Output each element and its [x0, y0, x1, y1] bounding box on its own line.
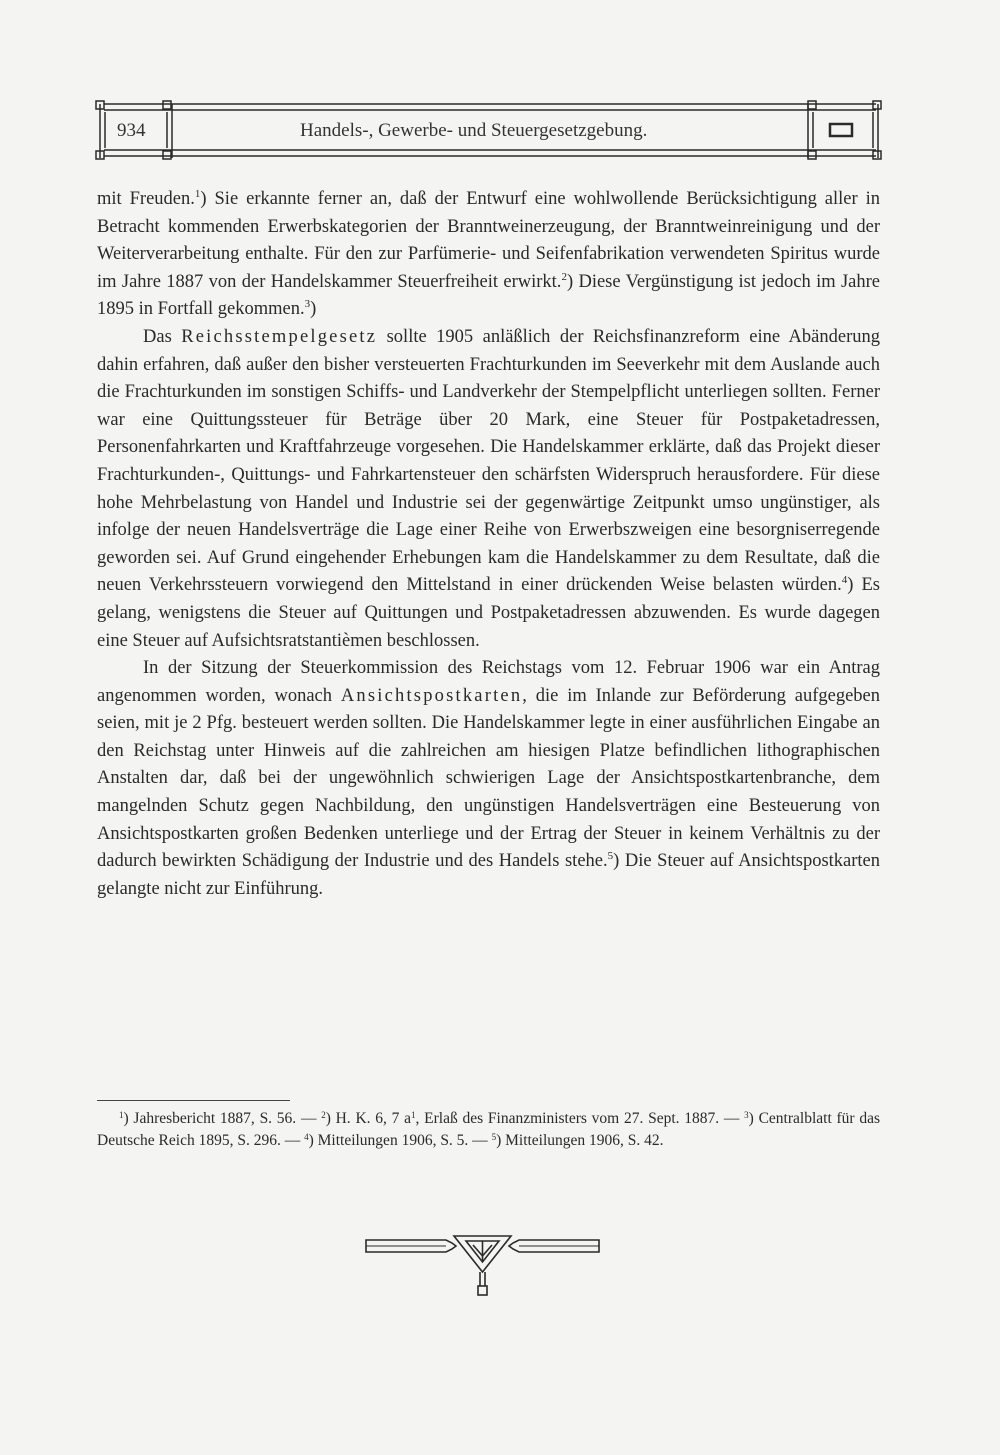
footnote-marker: 2 — [561, 270, 567, 283]
footnote-rule — [97, 1100, 290, 1101]
footnote-marker: 2 — [321, 1110, 326, 1120]
footnote-marker: 5 — [607, 850, 614, 863]
tailpiece-ornament-icon — [360, 1222, 605, 1300]
text-run: ) Diese Vergünstigung ist jedoch im Jahre 1895 in Fortfall gekommen. — [97, 271, 880, 320]
footnote-run: ) Mitteilungen 1906, S. 42. — [496, 1131, 664, 1149]
footnote-marker: 4 — [304, 1131, 309, 1142]
paragraph — [97, 324, 880, 655]
footnote-marker: 5 — [491, 1131, 497, 1142]
running-title: Handels-, Gewerbe- und Steuergesetzgebung. — [300, 120, 648, 141]
text-run: ) Es gelang, wenigstens die Steuer auf Quittungen und Postpaketadressen abzuwenden. Es wurde dagegen eine Steuer auf Aufsichtsratstantièmen beschlossen. — [97, 575, 880, 651]
footnote-marker: 4 — [841, 574, 848, 587]
footnote-text — [97, 1108, 880, 1151]
body-text — [97, 186, 880, 903]
text-run: ) — [310, 299, 317, 320]
text-run: ) Die Steuer auf Ansichtspostkarten gelangte nicht zur Einführung. — [97, 851, 880, 899]
footnotes — [97, 1108, 880, 1151]
text-run: mit Freuden. — [97, 189, 195, 209]
header-frame — [0, 0, 1000, 170]
footnote-marker: 3 — [304, 298, 311, 311]
text-run: , die im Inlande zur Beförderung aufgegeben seien, mit je 2 Pfg. besteuert werden sollten. Die Handelskammer legte in einer ausführlichen Eingabe an den Reichstag unter Hinweis auf die zahlreichen am hiesigen Platze befindlichen lithographischen Anstalten dar, daß bei der ungewöhnlich schwierigen Lage der Ansichtspostkartenbranche, dem mangelnden Schutz gegen Nachbildung, den ungünstigen Handelsverträgen eine Besteuerung von Ansichtspostkarten großen Bedenken unterliege und der Ertrag der Steuer in keinem Verhältnis zu der dadurch bewirkten Schädigung der Industrie und des Handels stehe. — [97, 685, 880, 872]
text-run: ) Sie erkannte ferner an, daß der Entwurf eine wohlwollende Berücksichtigung aller in Betracht kommenden Erwerbskategorien der Branntweinerzeugung, der Branntweinreinigung und der Weiterverarbeitung enthalte. Für den zur Parfümerie- und Seifenfabrikation verwendeten Spiritus wurde im Jahre 1887 von der Handelskammer Steuerfreiheit erwirkt. — [97, 189, 881, 292]
footnote-run: ) Jahresbericht 1887, S. 56. — — [123, 1110, 322, 1127]
footnote-marker: 1 — [411, 1110, 416, 1120]
footnote-marker: 3 — [744, 1110, 749, 1120]
footnote-run: ) Centralblatt für das Deutsche Reich 1895, S. 296. — — [97, 1110, 880, 1149]
footnote-run: ) H. K. 6, 7 a — [325, 1110, 412, 1127]
footnote-run: ) Mitteilungen 1906, S. 5. — — [308, 1131, 492, 1149]
page-number: 934 — [117, 120, 146, 141]
emphasized-term: Reichsstempelgesetz — [181, 326, 378, 347]
footnote-marker: 1 — [194, 188, 201, 200]
footnote-run: , Erlaß des Finanzministers vom 27. Sept. 1887. — — [415, 1110, 745, 1127]
text-run: Das — [143, 326, 182, 347]
paragraph — [97, 186, 880, 324]
footnote-marker: 1 — [119, 1110, 124, 1120]
emphasized-term: Ansichtspostkarten — [340, 685, 523, 706]
text-run: In der Sitzung der Steuerkommission des Reichstags vom 12. Februar 1906 war ein Antrag angenommen worden, wonach — [97, 658, 880, 706]
paragraph — [97, 655, 880, 903]
text-run: sollte 1905 anläßlich der Reichsfinanzreform eine Abänderung dahin erfahren, daß außer den bisher versteuerten Frachturkunden im Seeverkehr mit dem Auslande auch die Frachturkunden im sonstigen Schiffs- und Landverkehr der Stempelpflicht unterliegen sollten. Ferner war eine Quittungssteuer für Beträge über 20 Mark, eine Steuer für Postpaketadressen, Personenfahrkarten und Kraftfahrzeuge vorgesehen. Die Handelskammer erklärte, daß das Projekt dieser Frachturkunden-, Quittungs- und Fahrkartensteuer den schärfsten Widerspruch herausfordere. Für diese hohe Mehrbelastung von Handel und Industrie sei der gegenwärtige Zeitpunkt umso ungünstiger, als infolge der neuen Handelsverträge die Lage einer Reihe von Erwerbszweigen eine besorgniserregende geworden sei. Auf Grund eingehender Erhebungen kam die Handelskammer zu dem Resultate, daß die neuen Verkehrssteuern vorwiegend den Mittelstand in einer drückenden Weise belasten würden. — [97, 326, 880, 596]
